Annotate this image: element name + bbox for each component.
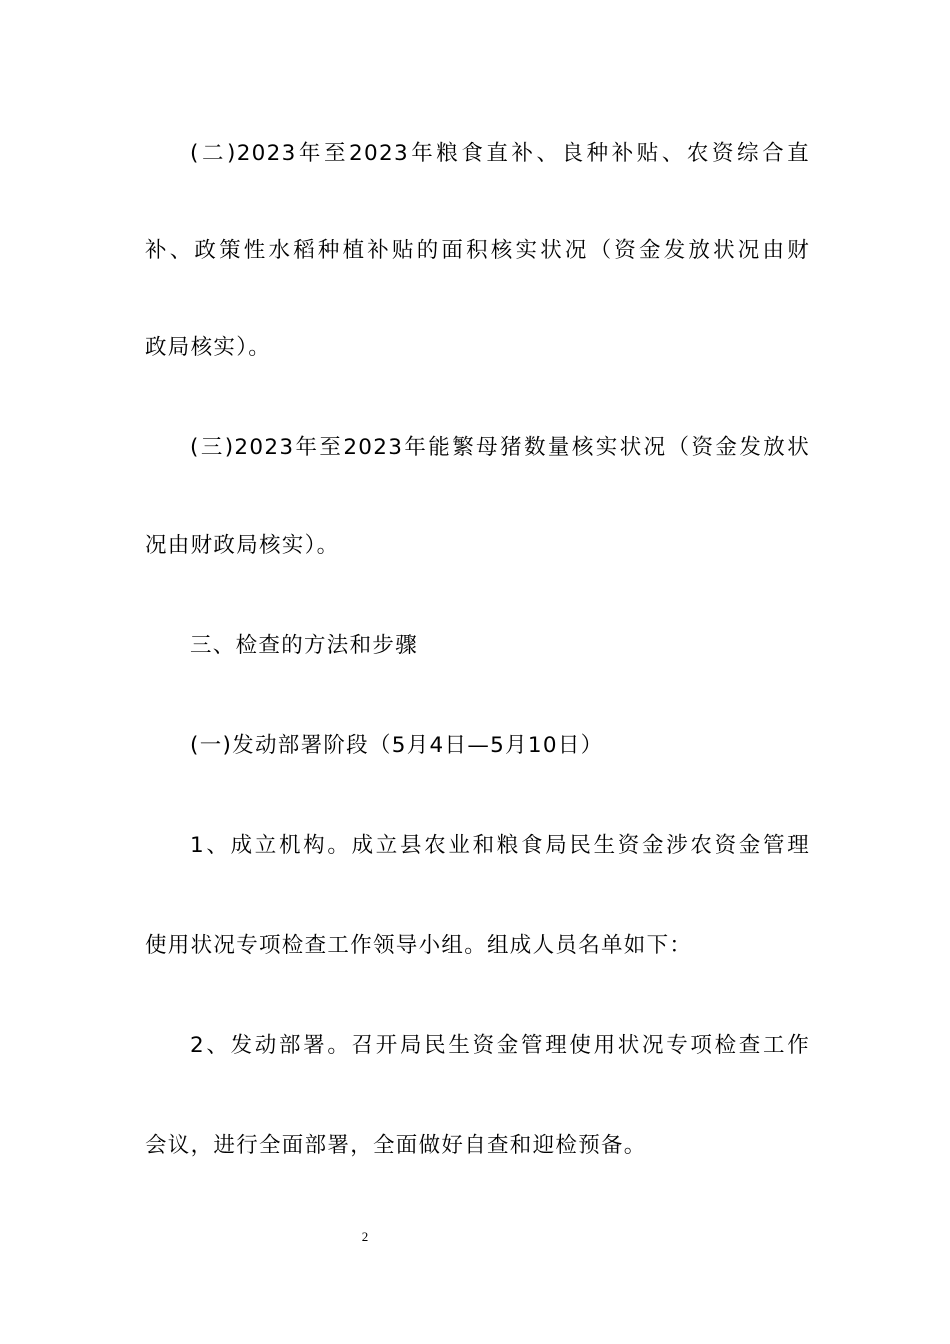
paragraph-line: (二)2023年至2023年粮食直补、良种补贴、农资综合直: [190, 141, 810, 166]
paragraph-line: 2、发动部署。召开局民生资金管理使用状况专项检查工作: [190, 1033, 810, 1058]
subsection-heading: (一)发动部署阶段（5月4日—5月10日）: [190, 733, 604, 758]
page-number: 2: [361, 1229, 369, 1244]
paragraph-line: 使用状况专项检查工作领导小组。组成人员名单如下：: [145, 933, 693, 958]
paragraph-line: 政局核实）。: [145, 335, 272, 360]
paragraph-line: 况由财政局核实）。: [145, 533, 340, 558]
paragraph-line: 补、政策性水稻种植补贴的面积核实状况（资金发放状况由财: [145, 238, 810, 263]
section-heading: 三、检查的方法和步骤: [190, 633, 419, 658]
paragraph-line: 1、成立机构。成立县农业和粮食局民生资金涉农资金管理: [190, 833, 810, 858]
paragraph-line: 会议，进行全面部署，全面做好自查和迎检预备。: [145, 1133, 647, 1158]
paragraph-line: (三)2023年至2023年能繁母猪数量核实状况（资金发放状: [190, 435, 810, 460]
